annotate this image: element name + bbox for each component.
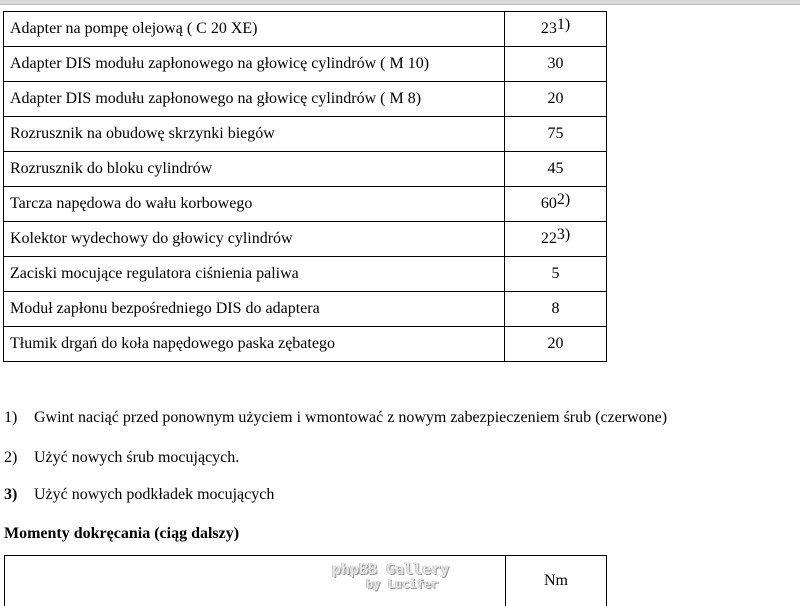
footnote-ref: 2) [556,191,571,208]
torque-value: 30 [547,55,564,72]
table-row [4,12,607,47]
torque-value-cell [505,152,607,187]
torque-value: 75 [547,125,564,142]
torque-table [3,11,607,362]
part-name-cell: Rozrusznik na obudowę skrzynki biegów [4,117,505,152]
section-title: Momenty dokręcania (ciąg dalszy) [4,525,240,542]
part-name-cell: Kolektor wydechowy do głowicy cylindrów [4,222,505,257]
window-top-strip [0,0,800,5]
table-row [4,187,607,222]
continued-table-header-row [5,556,607,606]
torque-value: 60 [540,195,557,212]
watermark-line-1: phpBB Gallery [332,560,450,578]
table-row [4,222,607,257]
gallery-watermark [332,562,449,592]
part-name-cell: Adapter na pompę olejową ( C 20 XE) [4,12,505,47]
table-row [4,327,607,362]
part-name-cell: Zaciski mocujące regulatora ciśnienia paliwa [4,257,505,292]
torque-value: 5 [551,265,560,282]
torque-value: 23 [540,20,557,37]
torque-value: 45 [547,160,564,177]
footnote-3 [4,486,274,504]
table-row [4,292,607,327]
footnote-text: Gwint naciąć przed ponownym użyciem i wmontować z nowym zabezpieczeniem śrub (czerwone) [34,409,668,426]
torque-value-cell [505,117,607,152]
footnote-number: 3) [4,486,18,503]
torque-value-cell [505,292,607,327]
footnote-ref: 3) [556,226,571,243]
torque-value: 22 [540,230,557,247]
continued-table-empty-header [5,556,506,606]
torque-table-body [4,11,607,362]
torque-value-cell [505,47,607,82]
part-name-cell: Rozrusznik do bloku cylindrów [4,152,505,187]
part-name-cell: Tarcza napędowa do wału korbowego [4,187,505,222]
torque-value: 8 [551,300,560,317]
torque-value-cell [505,187,607,222]
footnote-2 [4,449,239,467]
footnote-number: 2) [4,449,18,466]
part-name-cell: Moduł zapłonu bezpośredniego DIS do adaptera [4,292,505,327]
torque-value-cell [505,257,607,292]
table-row [4,117,607,152]
torque-value-cell [505,327,607,362]
footnote-1 [4,409,667,427]
footnote-text: Użyć nowych podkładek mocujących [34,486,275,503]
torque-value: 20 [547,90,564,107]
footnote-number: 1) [4,409,18,426]
footnote-ref: 1) [556,16,571,33]
torque-value: 20 [547,335,564,352]
table-row [4,47,607,82]
torque-value-cell [505,12,607,47]
unit-header: Nm [506,556,607,606]
continued-table [4,555,607,606]
table-row [4,82,607,117]
torque-value-cell [505,222,607,257]
watermark-line-2: by Lucifer [366,577,439,591]
part-name-cell: Adapter DIS modułu zapłonowego na głowicę cylindrów ( M 8) [4,82,505,117]
part-name-cell: Tłumik drgań do koła napędowego paska zębatego [4,327,505,362]
table-row [4,257,607,292]
footnote-text: Użyć nowych śrub mocujących. [34,449,240,466]
part-name-cell: Adapter DIS modułu zapłonowego na głowicę cylindrów ( M 10) [4,47,505,82]
torque-value-cell [505,82,607,117]
table-row [4,152,607,187]
